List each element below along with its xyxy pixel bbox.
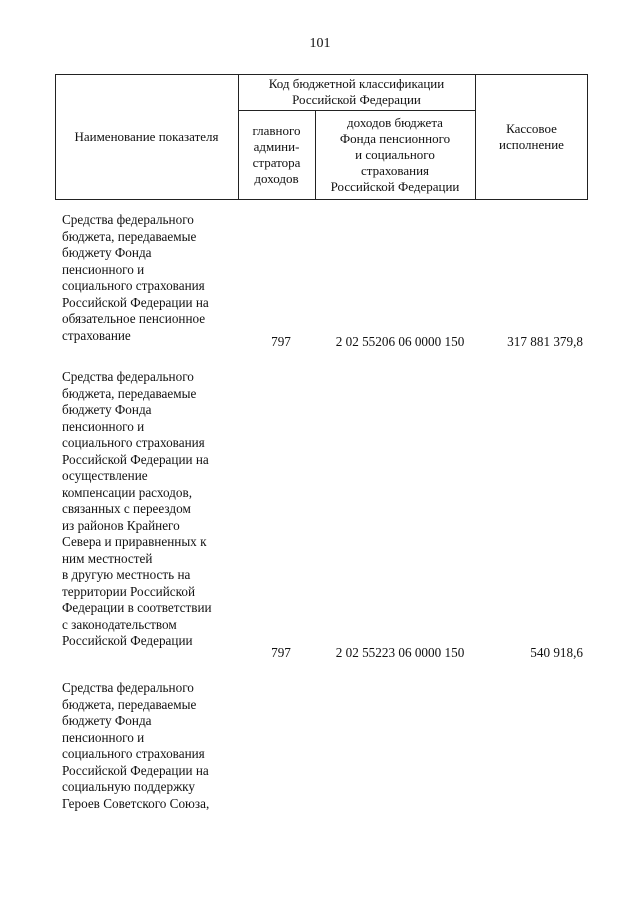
header-name-label: Наименование показателя	[74, 129, 219, 144]
table-row-name	[62, 212, 252, 344]
header-group-line: Российской Федерации	[292, 92, 421, 107]
row-name-line: бюджета, передаваемые	[62, 385, 197, 401]
row-name-line: компенсации расходов,	[62, 484, 192, 500]
header-admin-line: доходов	[254, 171, 299, 186]
header-income-line: и социального	[355, 147, 435, 162]
row-name-line: ним местностей	[62, 550, 153, 566]
header-amount-line: Кассовое	[506, 121, 557, 136]
row-admin-code: 797	[271, 645, 291, 660]
row-name-line: Федерации в соответствии	[62, 600, 212, 615]
header-amount-col	[475, 74, 588, 200]
row-name-line: Средства федерального	[62, 369, 194, 384]
row-name-line: социального страхования	[62, 746, 205, 761]
row-name-line: Российской Федерации на	[62, 762, 209, 778]
header-group-line: Код бюджетной классификации	[268, 76, 445, 91]
header-income-col	[315, 110, 475, 200]
row-name-line: Севера и приравненных к	[62, 534, 207, 549]
header-amount-line: исполнение	[499, 137, 564, 152]
row-name-line: осуществление	[62, 468, 148, 483]
row-amount: 317 881 379,8	[507, 334, 583, 349]
table-header	[55, 74, 588, 200]
row-name-line: Героев Советского Союза,	[62, 795, 210, 811]
row-name-line: страхование	[62, 327, 131, 343]
row-income-code: 2 02 55223 06 0000 150	[335, 645, 465, 660]
row-name-line: социальную поддержку	[62, 779, 195, 794]
row-name-line: Средства федерального	[62, 680, 194, 695]
header-name-col	[55, 74, 238, 200]
row-amount: 540 918,6	[530, 645, 583, 660]
row-name-line: в другую местность на	[62, 567, 191, 582]
header-income-line: страхования	[360, 163, 429, 178]
header-income-line: Российской Федерации	[330, 179, 460, 194]
row-name-line: территории Российской	[62, 583, 196, 599]
row-name-line: бюджету Фонда	[62, 245, 152, 260]
header-income-line: доходов бюджета	[347, 115, 443, 130]
row-name-line: бюджета, передаваемые	[62, 696, 197, 712]
header-admin-line: админи-	[253, 139, 300, 154]
row-name-line: Российской Федерации на	[62, 451, 209, 467]
row-name-line: бюджету Фонда	[62, 402, 152, 417]
row-name-line: из районов Крайнего	[62, 517, 180, 533]
header-admin-line: стратора	[252, 155, 301, 170]
table-row-name	[62, 369, 252, 650]
row-name-line: пенсионного и	[62, 261, 145, 277]
row-name-line: с законодательством	[62, 616, 177, 632]
page-number: 101	[309, 36, 331, 51]
row-name-line: Российской Федерации на	[62, 294, 209, 310]
header-admin-line: главного	[252, 123, 301, 138]
header-income-line: Фонда пенсионного	[339, 131, 451, 146]
row-income-code: 2 02 55206 06 0000 150	[335, 334, 465, 349]
row-name-line: Российской Федерации	[62, 633, 193, 648]
row-name-line: пенсионного и	[62, 418, 145, 434]
row-name-line: бюджету Фонда	[62, 713, 152, 728]
row-admin-code: 797	[271, 334, 291, 349]
row-name-line: связанных с переездом	[62, 501, 191, 516]
row-name-line: бюджета, передаваемые	[62, 228, 197, 244]
row-name-line: социального страхования	[62, 278, 205, 293]
table-row-name	[62, 680, 252, 812]
row-name-line: социального страхования	[62, 435, 205, 450]
header-group-col	[238, 74, 475, 110]
row-name-line: обязательное пенсионное	[62, 311, 206, 326]
row-name-line: пенсионного и	[62, 729, 145, 745]
row-name-line: Средства федерального	[62, 212, 194, 227]
header-admin-col	[238, 110, 315, 200]
